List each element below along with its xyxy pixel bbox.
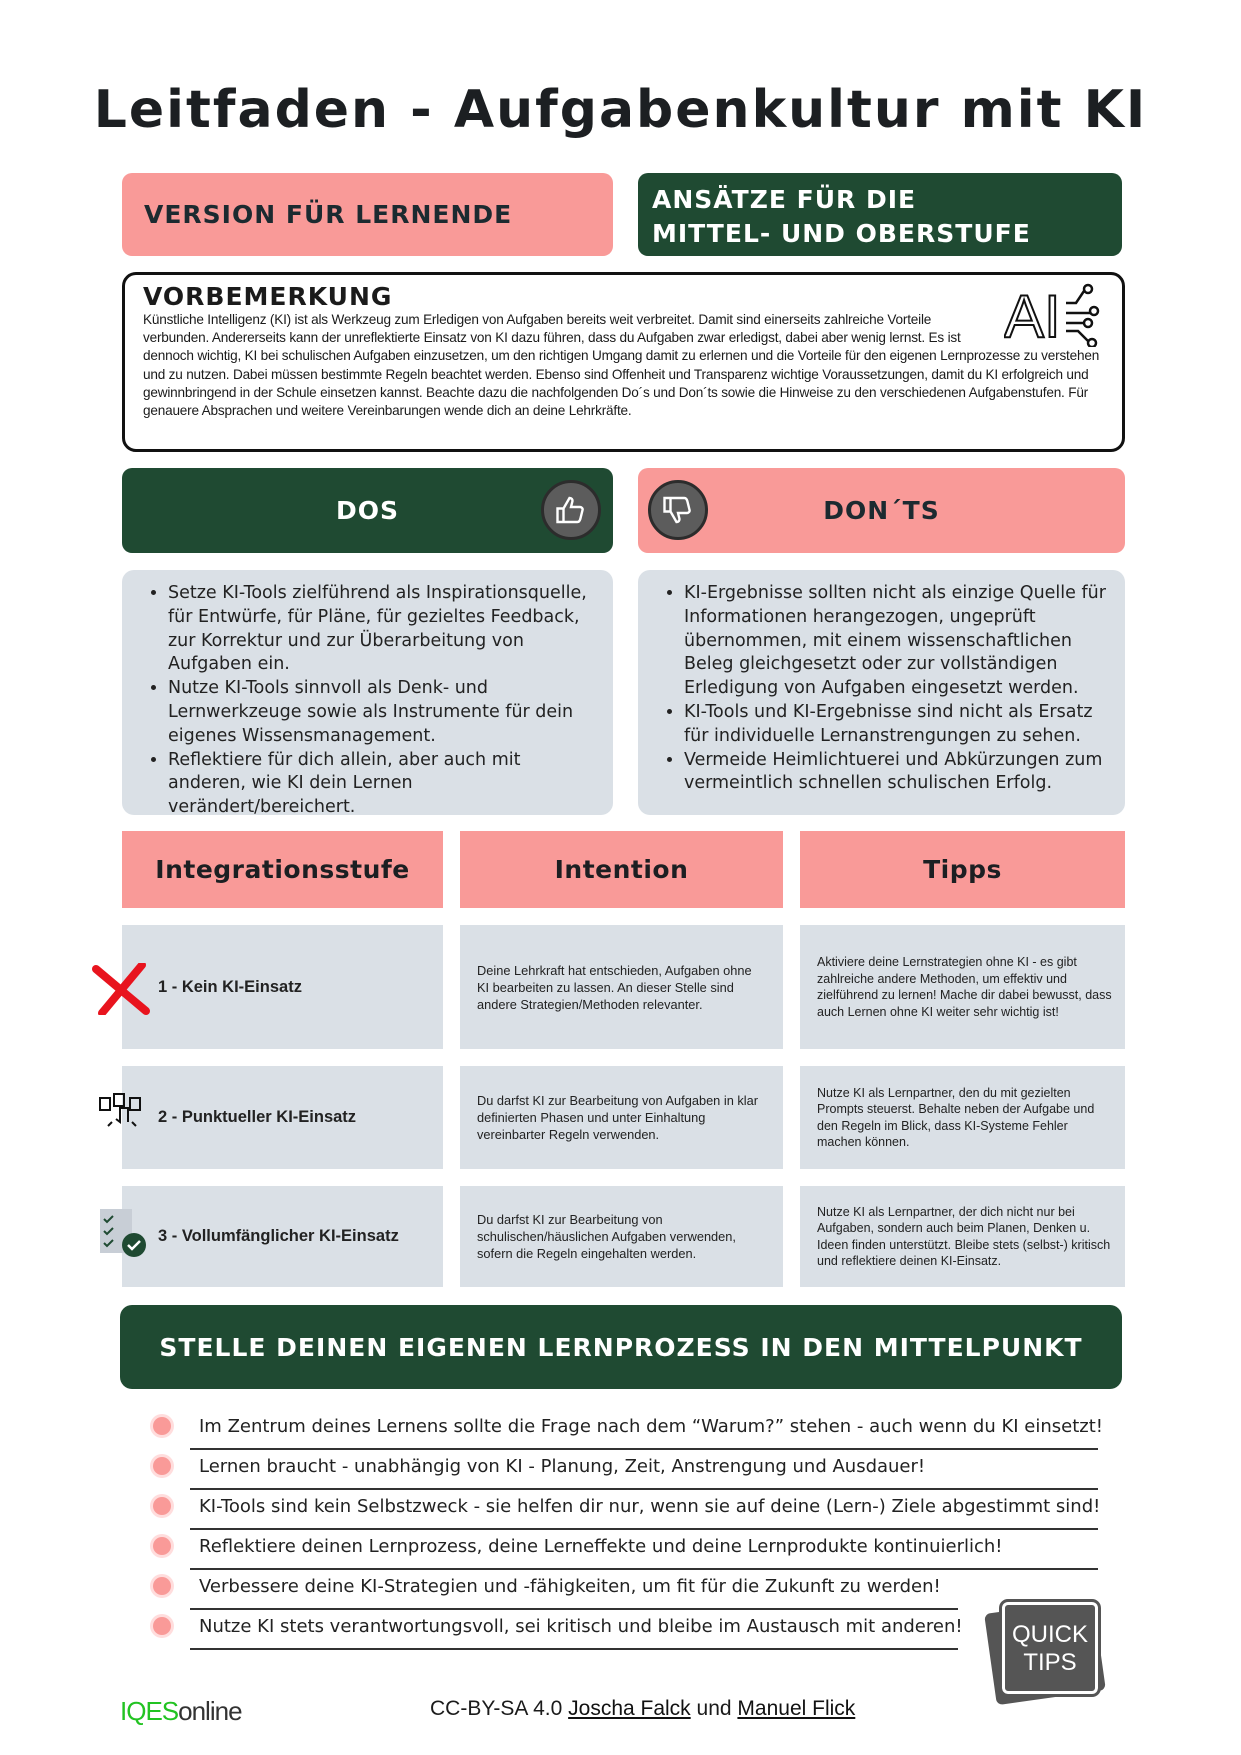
tip-item	[153, 1406, 1103, 1446]
approach-label	[638, 173, 1122, 256]
intro-box	[122, 272, 1125, 452]
banner: STELLE DEINEN EIGENEN LERNPROZESS IN DEN MITTELPUNKT	[120, 1305, 1122, 1389]
table-row-intention: Du darfst KI zur Bearbeitung von Aufgaben in klar definierten Phasen und unter Einhaltung vereinbarter Regeln verwenden.	[460, 1066, 783, 1169]
table-row-intention: Du darfst KI zur Bearbeitung von schulischen/häuslichen Aufgaben verwenden, sofern die Regeln eingehalten werden.	[460, 1186, 783, 1287]
tip-text: Verbessere deine KI-Strategien und -fähigkeiten, um fit für die Zukunft zu werden!	[199, 1575, 941, 1597]
dos-list	[122, 570, 613, 818]
donts-item: • Vermeide Heimlichtuerei und Abkürzungen zum vermeintlich schnellen schulischen Erfolg.	[684, 749, 1107, 797]
version-label: VERSION FÜR LERNENDE	[122, 173, 613, 256]
tip-text: Im Zentrum deines Lernens sollte die Frage nach dem “Warum?” stehen - auch wenn du KI einsetzt!	[199, 1415, 1104, 1437]
dos-header	[122, 468, 613, 553]
author-link[interactable]: Manuel Flick	[737, 1697, 856, 1720]
table-header-tips: Tipps	[800, 831, 1125, 908]
tip-item	[153, 1486, 1100, 1526]
table-row-tips: Nutze KI als Lernpartner, den du mit gezielten Prompts steuerst. Behalte neben der Aufgabe und den Regeln im Blick, dass KI-Systeme Fehler machen können.	[800, 1066, 1125, 1169]
table-row-level: 1 - Kein KI-Einsatz	[122, 925, 443, 1049]
tip-text: Lernen braucht - unabhängig von KI - Planung, Zeit, Anstrengung und Ausdauer!	[199, 1455, 926, 1477]
dos-item: • Nutze KI-Tools sinnvoll als Denk- und Lernwerkzeuge sowie als Instrumente für dein eigenes Wissensmanagement.	[168, 677, 595, 748]
dos-heading: DOS	[335, 496, 399, 525]
tip-item	[153, 1566, 941, 1606]
iqes-logo	[120, 1696, 242, 1727]
donts-list	[638, 570, 1125, 815]
intro-text: Künstliche Intelligenz (KI) ist als Werkzeug zum Erledigen von Aufgaben bereits weit verbreitet. Damit sind einerseits zahlreiche Vorteile verbunden. Andererseits kann der unreflektierte Einsatz von KI dazu führen, dass du Aufgaben zwar erledigst, dabei aber wenig lernst. Es ist dennoch wichtig, KI bei schulischen Aufgaben einzusetzen, um den richtigen Umgang damit zu erlernen und die Vorteile für den eigenen Lernprozesse zu verstehen und zu nutzen. Dabei müssen bestimmte Regeln beachtet werden. Ebenso sind Offenheit und Transparenz wichtige Voraussetzungen, damit du KI erfolgreich und gewinnbringend in der Schule einsetzen kannst. Beachte dazu die nachfolgenden Do´s und Don´ts sowie die Hinweise zu den verschiedenen Aufgabenstufen. Für genauere Absprachen und weitere Vereinbarungen wende dich an deine Lehrkräfte.	[143, 312, 1100, 419]
quick-tips-line2: TIPS	[1023, 1649, 1077, 1676]
donts-item: • KI-Ergebnisse sollten nicht als einzige Quelle für Informationen herangezogen, ungeprüft übernommen, mit einem wissenschaftlichen Beleg gleichgesetzt oder zur vollständigen Erledigung von Aufgaben eingesetzt werden.	[684, 582, 1107, 701]
license-text: CC-BY-SA 4.0	[430, 1697, 563, 1720]
thumbs-up-icon	[541, 480, 601, 540]
ai-logo-text: AI	[1004, 283, 1061, 347]
bullet-icon	[153, 1457, 171, 1475]
bullet-icon	[153, 1577, 171, 1595]
donts-header	[638, 468, 1125, 553]
thumbs-down-icon	[648, 480, 708, 540]
tip-text: KI-Tools sind kein Selbstzweck - sie helfen dir nur, wenn sie auf deine (Lern-) Ziele abgestimmt sind!	[199, 1495, 1101, 1517]
divider	[190, 1648, 958, 1650]
table-row-tips: Nutze KI als Lernpartner, der dich nicht nur bei Aufgaben, sondern auch beim Planen, Denken u. Ideen finden unterstützt. Bleibe stets (selbst-) kritisch und reflektiere deinen KI-Einsatz.	[800, 1186, 1125, 1287]
tip-item	[153, 1446, 925, 1486]
quick-tips-badge	[990, 1598, 1110, 1698]
donts-heading: DON´TS	[823, 496, 940, 525]
dos-item: • Setze KI-Tools zielführend als Inspirationsquelle, für Entwürfe, für Pläne, für gezieltes Feedback, zur Korrektur und zur Überarbeitung von Aufgaben ein.	[168, 582, 595, 677]
logo-part: online	[178, 1696, 242, 1726]
intro-heading: VORBEMERKUNG	[143, 282, 393, 311]
author-link[interactable]: Joscha Falck	[568, 1697, 691, 1720]
tip-text: Reflektiere deinen Lernprozess, deine Lerneffekte und deine Lernprodukte kontinuierlich!	[199, 1535, 1003, 1557]
approach-line1: ANSÄTZE FÜR DIE	[652, 185, 917, 214]
ai-circuit-icon	[1004, 283, 1104, 347]
bullet-icon	[153, 1537, 171, 1555]
table-row-level: 2 - Punktueller KI-Einsatz	[122, 1066, 443, 1169]
bullet-icon	[153, 1497, 171, 1515]
conjunction: und	[696, 1697, 732, 1720]
credit-line	[430, 1697, 855, 1721]
table-header-level: Integrationsstufe	[122, 831, 443, 908]
logo-part: IQES	[120, 1696, 179, 1726]
tip-item	[153, 1526, 1003, 1566]
touch-select-icon	[98, 1092, 146, 1136]
table-row-intention: Deine Lehrkraft hat entschieden, Aufgaben ohne KI bearbeiten zu lassen. An dieser Stelle sind andere Strategien/Methoden relevanter.	[460, 925, 783, 1049]
tip-item	[153, 1606, 963, 1646]
tip-text: Nutze KI stets verantwortungsvoll, sei kritisch und bleibe im Austausch mit anderen!	[199, 1615, 963, 1637]
donts-item: • KI-Tools und KI-Ergebnisse sind nicht als Ersatz für individuelle Lernanstrengungen zu sehen.	[684, 701, 1107, 749]
checklist-icon	[98, 1207, 148, 1259]
approach-line2: MITTEL- UND OBERSTUFE	[652, 219, 1031, 248]
table-header-intention: Intention	[460, 831, 783, 908]
page-title: Leitfaden - Aufgabenkultur mit KI	[93, 80, 1148, 140]
quick-tips-line1: QUICK	[1011, 1621, 1088, 1648]
red-x-icon	[92, 963, 152, 1015]
dos-item: • Reflektiere für dich allein, aber auch mit anderen, wie KI dein Lernen verändert/bereichert.	[168, 749, 595, 820]
bullet-icon	[153, 1417, 171, 1435]
table-row-tips: Aktiviere deine Lernstrategien ohne KI - es gibt zahlreiche andere Methoden, um effektiv und zielführend zu lernen! Mache dir dabei bewusst, dass auch Lernen ohne KI weiter sehr wichtig ist!	[800, 925, 1125, 1049]
bullet-icon	[153, 1617, 171, 1635]
table-row-level: 3 - Vollumfänglicher KI-Einsatz	[122, 1186, 443, 1287]
